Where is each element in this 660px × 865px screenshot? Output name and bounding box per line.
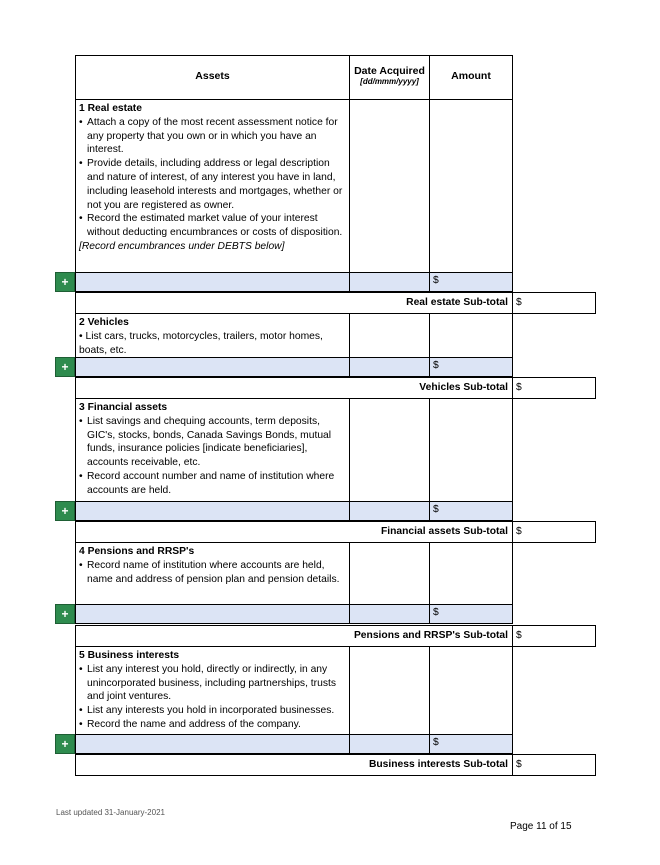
pensions-subtotal-value[interactable]: $ [512, 625, 596, 647]
vehicles-date-input[interactable] [349, 357, 430, 377]
pensions-amount-input[interactable]: $ [429, 604, 513, 624]
financial-assets-subtotal-label: Financial assets Sub-total [75, 521, 513, 543]
pensions-date-cell [349, 542, 430, 605]
vehicles-amount-input[interactable]: $ [429, 357, 513, 377]
vehicles-amount-cell [429, 313, 513, 358]
financial-assets-date-cell [349, 398, 430, 502]
business-interests-asset-input[interactable] [75, 734, 350, 754]
vehicles-date-cell [349, 313, 430, 358]
real-estate-asset-input[interactable] [75, 272, 350, 292]
business-interests-date-cell [349, 646, 430, 735]
financial-assets-subtotal-value[interactable]: $ [512, 521, 596, 543]
amount-column-header: Amount [429, 55, 513, 100]
pensions-amount-cell [429, 542, 513, 605]
vehicles-subtotal-value[interactable]: $ [512, 377, 596, 399]
business-interests-description: 5 Business interests • List any interest you hold, directly or indirectly, in any unincorporated business, including partnerships, trusts and joint ventures. • List any interests you hold in incorporated businesses. • Record the name and address of the company. [75, 646, 350, 735]
business-interests-date-input[interactable] [349, 734, 430, 754]
financial-assets-amount-input[interactable]: $ [429, 501, 513, 521]
real-estate-amount-input[interactable]: $ [429, 272, 513, 292]
pensions-date-input[interactable] [349, 604, 430, 624]
real-estate-date-cell [349, 99, 430, 273]
vehicles-description: 2 Vehicles • List cars, trucks, motorcycles, trailers, motor homes, boats, etc. [75, 313, 350, 358]
date-acquired-column-header: Date Acquired [dd/mmm/yyyy] [349, 55, 430, 100]
real-estate-add-row-button[interactable]: + [55, 272, 75, 292]
financial-assets-amount-cell [429, 398, 513, 502]
real-estate-subtotal-label: Real estate Sub-total [75, 292, 513, 314]
vehicles-asset-input[interactable] [75, 357, 350, 377]
business-interests-amount-cell [429, 646, 513, 735]
business-interests-amount-input[interactable]: $ [429, 734, 513, 754]
real-estate-description: 1 Real estate • Attach a copy of the most recent assessment notice for any property that you own or in which you have an interest. • Provide details, including address or legal description and nature of interest, of any interest you have in land, including leasehold interests and mortgages, whether or not you are registered as owner. • Record the estimated market value of your interest without deducting encumbrances or costs of disposition. [Record encumbrances under DEBTS below] [75, 99, 350, 273]
assets-column-header: Assets [75, 55, 350, 100]
pensions-description: 4 Pensions and RRSP's • Record name of institution where accounts are held, name and address of pension plan and pension details. [75, 542, 350, 605]
financial-assets-add-row-button[interactable]: + [55, 501, 75, 521]
vehicles-add-row-button[interactable]: + [55, 357, 75, 377]
business-interests-subtotal-label: Business interests Sub-total [75, 754, 513, 776]
business-interests-add-row-button[interactable]: + [55, 734, 75, 754]
real-estate-amount-cell [429, 99, 513, 273]
real-estate-subtotal-value[interactable]: $ [512, 292, 596, 314]
pensions-asset-input[interactable] [75, 604, 350, 624]
last-updated-text: Last updated 31-January-2021 [56, 808, 165, 817]
pensions-subtotal-label: Pensions and RRSP's Sub-total [75, 625, 513, 647]
financial-assets-description: 3 Financial assets • List savings and chequing accounts, term deposits, GIC's, stocks, bonds, Canada Savings Bonds, mutual funds, insurance policies [indicate beneficiaries], accounts receivable, etc. • Record account number and name of institution where accounts are held. [75, 398, 350, 502]
vehicles-subtotal-label: Vehicles Sub-total [75, 377, 513, 399]
page-number: Page 11 of 15 [510, 821, 572, 832]
financial-assets-asset-input[interactable] [75, 501, 350, 521]
pensions-add-row-button[interactable]: + [55, 604, 75, 624]
financial-assets-date-input[interactable] [349, 501, 430, 521]
real-estate-date-input[interactable] [349, 272, 430, 292]
business-interests-subtotal-value[interactable]: $ [512, 754, 596, 776]
